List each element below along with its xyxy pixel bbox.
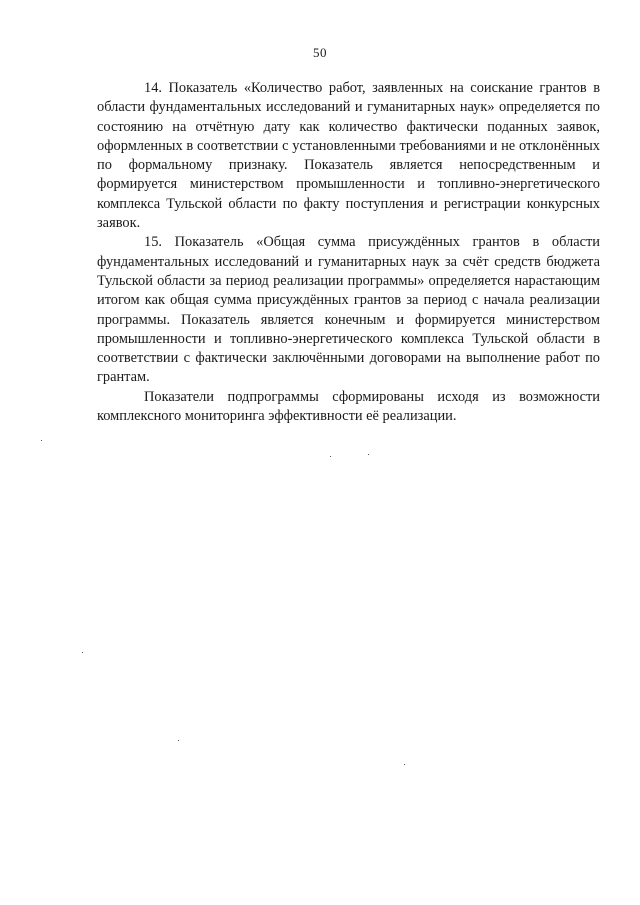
document-body [97, 79, 600, 426]
paragraph-summary: Показатели подпрограммы сформированы исходя из возможности комплексного мониторинга эффективности её реализации. [97, 388, 600, 425]
scan-speck [404, 764, 405, 765]
scan-speck [41, 440, 42, 441]
scan-speck [82, 652, 83, 653]
page-number: 50 [313, 45, 327, 60]
paragraph-indicator-15: 15. Показатель «Общая сумма присуждённых грантов в области фундаментальных исследований и гуманитарных наук за счёт средств бюджета Тульской области за период реализации программы» определяется нарастающим итогом как общая сумма присуждённых грантов за период с начала реализации программы. Показатель является конечным и формируется министерством промышленности и топливно-энергетического комплекса Тульской области в соответствии с фактически заключёнными договорами на выполнение работ по грантам. [97, 234, 600, 386]
paragraph-indicator-14: 14. Показатель «Количество работ, заявленных на соискание грантов в области фундаментальных исследований и гуманитарных наук» определяется по состоянию на отчётную дату как количество фактически поданных заявок, оформленных в соответствии с установленными требованиями и не отклонённых по формальному признаку. Показатель является непосредственным и формируется министерством промышленности и топливно-энергетического комплекса Тульской области по факту поступления и регистрации конкурсных заявок. [97, 80, 600, 232]
scan-speck [330, 456, 331, 457]
scan-speck [368, 454, 369, 455]
scan-speck [178, 740, 179, 741]
